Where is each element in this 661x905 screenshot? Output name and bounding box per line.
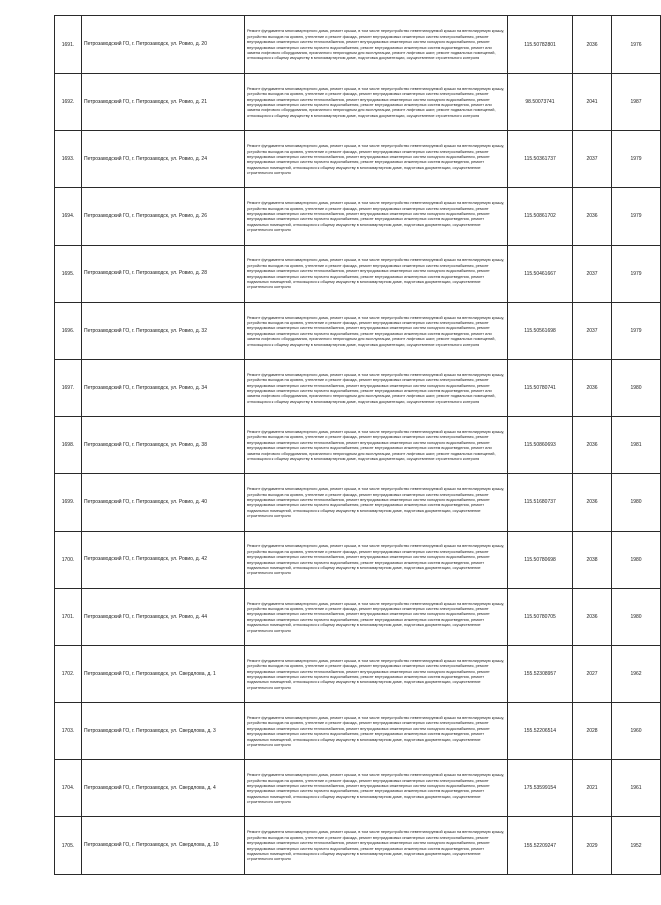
build-year-cell: 1980 [612,474,661,531]
repair-year-cell: 2037 [573,131,612,188]
build-year-cell: 1979 [612,188,661,245]
repair-year-cell: 2036 [573,16,612,74]
build-year-cell: 1979 [612,302,661,359]
build-year-cell: 1962 [612,645,661,702]
works-list-cell: Ремонт фундамента многоквартирного дома, ремонт крыши, в том числе переустройство невентилируемой крыши на вентилируемую крышу, устройство выходов на кровлю, утепление и ремонт фасада, ремонт внутридомовых инженерных систем электроснабжения, ремонт внутридомовых инженерных систем теплоснабжения, ремонт внутридомовых инженерных систем холодного водоснабжения, ремонт внутридомовых инженерных систем горячего водоснабжения, ремонт внутридомовых инженерных систем водоотведения, ремонт подвальных помещений, относящихся к общему имуществу в многоквартирном доме, подготовка документации, осуществление строительного контроля [245,703,508,760]
works-list-cell: Ремонт фундамента многоквартирного дома, ремонт крыши, в том числе переустройство невентилируемой крыши на вентилируемую крышу, устройство выходов на кровлю, утепление и ремонт фасада, ремонт внутридомовых инженерных систем электроснабжения, ремонт внутридомовых инженерных систем теплоснабжения, ремонт внутридомовых инженерных систем холодного водоснабжения, ремонт внутридомовых инженерных систем горячего водоснабжения, ремонт внутридомовых инженерных систем водоотведения, ремонт подвальных помещений, относящихся к общему имуществу в многоквартирном доме, подготовка документации, осуществление строительного контроля [245,588,508,645]
address-cell: Петрозаводский ГО, г. Петрозаводск, ул. Ровио, д. 40 [82,474,245,531]
table-row [55,131,661,188]
address-cell: Петрозаводский ГО, г. Петрозаводск, ул. Ровио, д. 34 [82,359,245,416]
row-number-cell: 1701. [55,588,82,645]
cost-cell: 98.50073741 [508,74,573,131]
table-row [55,474,661,531]
repair-year-cell: 2037 [573,302,612,359]
table-row [55,703,661,760]
build-year-cell: 1979 [612,245,661,302]
build-year-cell: 1980 [612,531,661,588]
row-number-cell: 1703. [55,703,82,760]
repair-year-cell: 2036 [573,188,612,245]
table-row [55,645,661,702]
build-year-cell: 1980 [612,588,661,645]
repair-year-cell: 2036 [573,474,612,531]
works-list-cell: Ремонт фундамента многоквартирного дома, ремонт крыши, в том числе переустройство невентилируемой крыши на вентилируемую крышу, устройство выходов на кровлю, утепление и ремонт фасада, ремонт внутридомовых инженерных систем электроснабжения, ремонт внутридомовых инженерных систем теплоснабжения, ремонт внутридомовых инженерных систем холодного водоснабжения, ремонт внутридомовых инженерных систем горячего водоснабжения, ремонт внутридомовых инженерных систем водоотведения, ремонт подвальных помещений, относящихся к общему имуществу в многоквартирном доме, подготовка документации, осуществление строительного контроля [245,245,508,302]
address-cell: Петрозаводский ГО, г. Петрозаводск, ул. Свердлова, д. 3 [82,703,245,760]
works-list-cell: Ремонт фундамента многоквартирного дома, ремонт крыши, в том числе переустройство невентилируемой крыши на вентилируемую крышу, устройство выходов на кровлю, утепление и ремонт фасада, ремонт внутридомовых инженерных систем электроснабжения, ремонт внутридомовых инженерных систем теплоснабжения, ремонт внутридомовых инженерных систем холодного водоснабжения, ремонт внутридомовых инженерных систем горячего водоснабжения, ремонт внутридомовых инженерных систем водоотведения, ремонт подвальных помещений, относящихся к общему имуществу в многоквартирном доме, подготовка документации, осуществление строительного контроля [245,474,508,531]
table-row [55,817,661,874]
build-year-cell: 1960 [612,703,661,760]
address-cell: Петрозаводский ГО, г. Петрозаводск, ул. Свердлова, д. 1 [82,645,245,702]
build-year-cell: 1979 [612,131,661,188]
repair-year-cell: 2029 [573,817,612,874]
row-number-cell: 1700. [55,531,82,588]
repair-year-cell: 2036 [573,359,612,416]
cost-cell: 115.50561698 [508,302,573,359]
repair-year-cell: 2036 [573,417,612,474]
works-list-cell: Ремонт фундамента многоквартирного дома, ремонт крыши, в том числе переустройство невентилируемой крыши на вентилируемую крышу, устройство выходов на кровлю, утепление и ремонт фасада, ремонт внутридомовых инженерных систем электроснабжения, ремонт внутридомовых инженерных систем теплоснабжения, ремонт внутридомовых инженерных систем холодного водоснабжения, ремонт внутридомовых инженерных систем горячего водоснабжения, ремонт внутридомовых инженерных систем водоотведения, ремонт подвальных помещений, относящихся к общему имуществу в многоквартирном доме, подготовка документации, осуществление строительного контроля [245,131,508,188]
row-number-cell: 1696. [55,302,82,359]
table-row [55,359,661,416]
row-number-cell: 1694. [55,188,82,245]
row-number-cell: 1698. [55,417,82,474]
table-row [55,760,661,817]
table-row [55,417,661,474]
row-number-cell: 1704. [55,760,82,817]
address-cell: Петрозаводский ГО, г. Петрозаводск, ул. Ровио, д. 28 [82,245,245,302]
works-list-cell: Ремонт фундамента многоквартирного дома, ремонт крыши, в том числе переустройство невентилируемой крыши на вентилируемую крышу, устройство выходов на кровлю, утепление и ремонт фасада, ремонт внутридомовых инженерных систем электроснабжения, ремонт внутридомовых инженерных систем теплоснабжения, ремонт внутридомовых инженерных систем холодного водоснабжения, ремонт внутридомовых инженерных систем горячего водоснабжения, ремонт внутридомовых инженерных систем водоотведения, ремонт или замена лифтового оборудования, признанного непригодным для эксплуатации, ремонт лифтовых шахт, ремонт подвальных помещений, относящихся к общему имуществу в многоквартирном доме, подготовка документации, осуществление строительного контроля [245,302,508,359]
works-list-cell: Ремонт фундамента многоквартирного дома, ремонт крыши, в том числе переустройство невентилируемой крыши на вентилируемую крышу, устройство выходов на кровлю, утепление и ремонт фасада, ремонт внутридомовых инженерных систем электроснабжения, ремонт внутридомовых инженерных систем теплоснабжения, ремонт внутридомовых инженерных систем холодного водоснабжения, ремонт внутридомовых инженерных систем горячего водоснабжения, ремонт внутридомовых инженерных систем водоотведения, ремонт или замена лифтового оборудования, признанного непригодным для эксплуатации, ремонт лифтовых шахт, ремонт подвальных помещений, относящихся к общему имуществу в многоквартирном доме, подготовка документации, осуществление строительного контроля [245,74,508,131]
capital-repair-table [54,15,661,875]
address-cell: Петрозаводский ГО, г. Петрозаводск, ул. Ровио, д. 44 [82,588,245,645]
cost-cell: 175.53599154 [508,760,573,817]
address-cell: Петрозаводский ГО, г. Петрозаводск, ул. Ровио, д. 26 [82,188,245,245]
repair-year-cell: 2021 [573,760,612,817]
build-year-cell: 1952 [612,817,661,874]
row-number-cell: 1699. [55,474,82,531]
table-row [55,245,661,302]
cost-cell: 115.50461667 [508,245,573,302]
build-year-cell: 1981 [612,417,661,474]
address-cell: Петрозаводский ГО, г. Петрозаводск, ул. Свердлова, д. 10 [82,817,245,874]
build-year-cell: 1961 [612,760,661,817]
cost-cell: 155.52209247 [508,817,573,874]
repair-year-cell: 2041 [573,74,612,131]
row-number-cell: 1705. [55,817,82,874]
works-list-cell: Ремонт фундамента многоквартирного дома, ремонт крыши, в том числе переустройство невентилируемой крыши на вентилируемую крышу, устройство выходов на кровлю, утепление и ремонт фасада, ремонт внутридомовых инженерных систем электроснабжения, ремонт внутридомовых инженерных систем теплоснабжения, ремонт внутридомовых инженерных систем холодного водоснабжения, ремонт внутридомовых инженерных систем горячего водоснабжения, ремонт внутридомовых инженерных систем водоотведения, ремонт подвальных помещений, относящихся к общему имуществу в многоквартирном доме, подготовка документации, осуществление строительного контроля [245,645,508,702]
build-year-cell: 1976 [612,16,661,74]
cost-cell: 155.52206514 [508,703,573,760]
address-cell: Петрозаводский ГО, г. Петрозаводск, ул. Ровио, д. 21 [82,74,245,131]
build-year-cell: 1987 [612,74,661,131]
repair-year-cell: 2028 [573,703,612,760]
table-row [55,302,661,359]
address-cell: Петрозаводский ГО, г. Петрозаводск, ул. Свердлова, д. 4 [82,760,245,817]
cost-cell: 155.52308957 [508,645,573,702]
address-cell: Петрозаводский ГО, г. Петрозаводск, ул. Ровио, д. 32 [82,302,245,359]
table-row [55,74,661,131]
works-list-cell: Ремонт фундамента многоквартирного дома, ремонт крыши, в том числе переустройство невентилируемой крыши на вентилируемую крышу, устройство выходов на кровлю, утепление и ремонт фасада, ремонт внутридомовых инженерных систем электроснабжения, ремонт внутридомовых инженерных систем теплоснабжения, ремонт внутридомовых инженерных систем холодного водоснабжения, ремонт внутридомовых инженерных систем горячего водоснабжения, ремонт внутридомовых инженерных систем водоотведения, ремонт или замена лифтового оборудования, признанного непригодным для эксплуатации, ремонт лифтовых шахт, ремонт подвальных помещений, относящихся к общему имуществу в многоквартирном доме, подготовка документации, осуществление строительного контроля [245,359,508,416]
works-list-cell: Ремонт фундамента многоквартирного дома, ремонт крыши, в том числе переустройство невентилируемой крыши на вентилируемую крышу, устройство выходов на кровлю, утепление и ремонт фасада, ремонт внутридомовых инженерных систем электроснабжения, ремонт внутридомовых инженерных систем теплоснабжения, ремонт внутридомовых инженерных систем холодного водоснабжения, ремонт внутридомовых инженерных систем горячего водоснабжения, ремонт внутридомовых инженерных систем водоотведения, ремонт или замена лифтового оборудования, признанного непригодным для эксплуатации, ремонт лифтовых шахт, ремонт подвальных помещений, относящихся к общему имуществу в многоквартирном доме, подготовка документации, осуществление строительного контроля [245,417,508,474]
cost-cell: 115.51680737 [508,474,573,531]
row-number-cell: 1693. [55,131,82,188]
row-number-cell: 1692. [55,74,82,131]
table-row [55,16,661,74]
build-year-cell: 1980 [612,359,661,416]
works-list-cell: Ремонт фундамента многоквартирного дома, ремонт крыши, в том числе переустройство невентилируемой крыши на вентилируемую крышу, устройство выходов на кровлю, утепление и ремонт фасада, ремонт внутридомовых инженерных систем электроснабжения, ремонт внутридомовых инженерных систем теплоснабжения, ремонт внутридомовых инженерных систем холодного водоснабжения, ремонт внутридомовых инженерных систем горячего водоснабжения, ремонт внутридомовых инженерных систем водоотведения, ремонт подвальных помещений, относящихся к общему имуществу в многоквартирном доме, подготовка документации, осуществление строительного контроля [245,760,508,817]
table-row [55,531,661,588]
row-number-cell: 1691. [55,16,82,74]
row-number-cell: 1697. [55,359,82,416]
repair-year-cell: 2038 [573,531,612,588]
address-cell: Петрозаводский ГО, г. Петрозаводск, ул. Ровио, д. 24 [82,131,245,188]
cost-cell: 115.50861702 [508,188,573,245]
repair-year-cell: 2036 [573,588,612,645]
cost-cell: 115.50361737 [508,131,573,188]
cost-cell: 115.50782801 [508,16,573,74]
works-list-cell: Ремонт фундамента многоквартирного дома, ремонт крыши, в том числе переустройство невентилируемой крыши на вентилируемую крышу, устройство выходов на кровлю, утепление и ремонт фасада, ремонт внутридомовых инженерных систем электроснабжения, ремонт внутридомовых инженерных систем теплоснабжения, ремонт внутридомовых инженерных систем холодного водоснабжения, ремонт внутридомовых инженерных систем горячего водоснабжения, ремонт внутридомовых инженерных систем водоотведения, ремонт подвальных помещений, относящихся к общему имуществу в многоквартирном доме, подготовка документации, осуществление строительного контроля [245,531,508,588]
repair-year-cell: 2037 [573,245,612,302]
cost-cell: 115.50780705 [508,588,573,645]
row-number-cell: 1695. [55,245,82,302]
works-list-cell: Ремонт фундамента многоквартирного дома, ремонт крыши, в том числе переустройство невентилируемой крыши на вентилируемую крышу, устройство выходов на кровлю, утепление и ремонт фасада, ремонт внутридомовых инженерных систем электроснабжения, ремонт внутридомовых инженерных систем теплоснабжения, ремонт внутридомовых инженерных систем холодного водоснабжения, ремонт внутридомовых инженерных систем горячего водоснабжения, ремонт внутридомовых инженерных систем водоотведения, ремонт подвальных помещений, относящихся к общему имуществу в многоквартирном доме, подготовка документации, осуществление строительного контроля [245,817,508,874]
cost-cell: 115.50860693 [508,417,573,474]
cost-cell: 115.50780698 [508,531,573,588]
table-row [55,188,661,245]
table-row [55,588,661,645]
row-number-cell: 1702. [55,645,82,702]
address-cell: Петрозаводский ГО, г. Петрозаводск, ул. Ровио, д. 42 [82,531,245,588]
works-list-cell: Ремонт фундамента многоквартирного дома, ремонт крыши, в том числе переустройство невентилируемой крыши на вентилируемую крышу, устройство выходов на кровлю, утепление и ремонт фасада, ремонт внутридомовых инженерных систем электроснабжения, ремонт внутридомовых инженерных систем теплоснабжения, ремонт внутридомовых инженерных систем холодного водоснабжения, ремонт внутридомовых инженерных систем горячего водоснабжения, ремонт внутридомовых инженерных систем водоотведения, ремонт подвальных помещений, относящихся к общему имуществу в многоквартирном доме, подготовка документации, осуществление строительного контроля [245,188,508,245]
works-list-cell: Ремонт фундамента многоквартирного дома, ремонт крыши, в том числе переустройство невентилируемой крыши на вентилируемую крышу, устройство выходов на кровлю, утепление и ремонт фасада, ремонт внутридомовых инженерных систем электроснабжения, ремонт внутридомовых инженерных систем теплоснабжения, ремонт внутридомовых инженерных систем холодного водоснабжения, ремонт внутридомовых инженерных систем горячего водоснабжения, ремонт внутридомовых инженерных систем водоотведения, ремонт или замена лифтового оборудования, признанного непригодным для эксплуатации, ремонт лифтовых шахт, ремонт подвальных помещений, относящихся к общему имуществу в многоквартирном доме, подготовка документации, осуществление строительного контроля [245,16,508,74]
repair-year-cell: 2027 [573,645,612,702]
address-cell: Петрозаводский ГО, г. Петрозаводск, ул. Ровио, д. 20 [82,16,245,74]
table-body [55,16,661,875]
cost-cell: 115.50780741 [508,359,573,416]
address-cell: Петрозаводский ГО, г. Петрозаводск, ул. Ровио, д. 38 [82,417,245,474]
